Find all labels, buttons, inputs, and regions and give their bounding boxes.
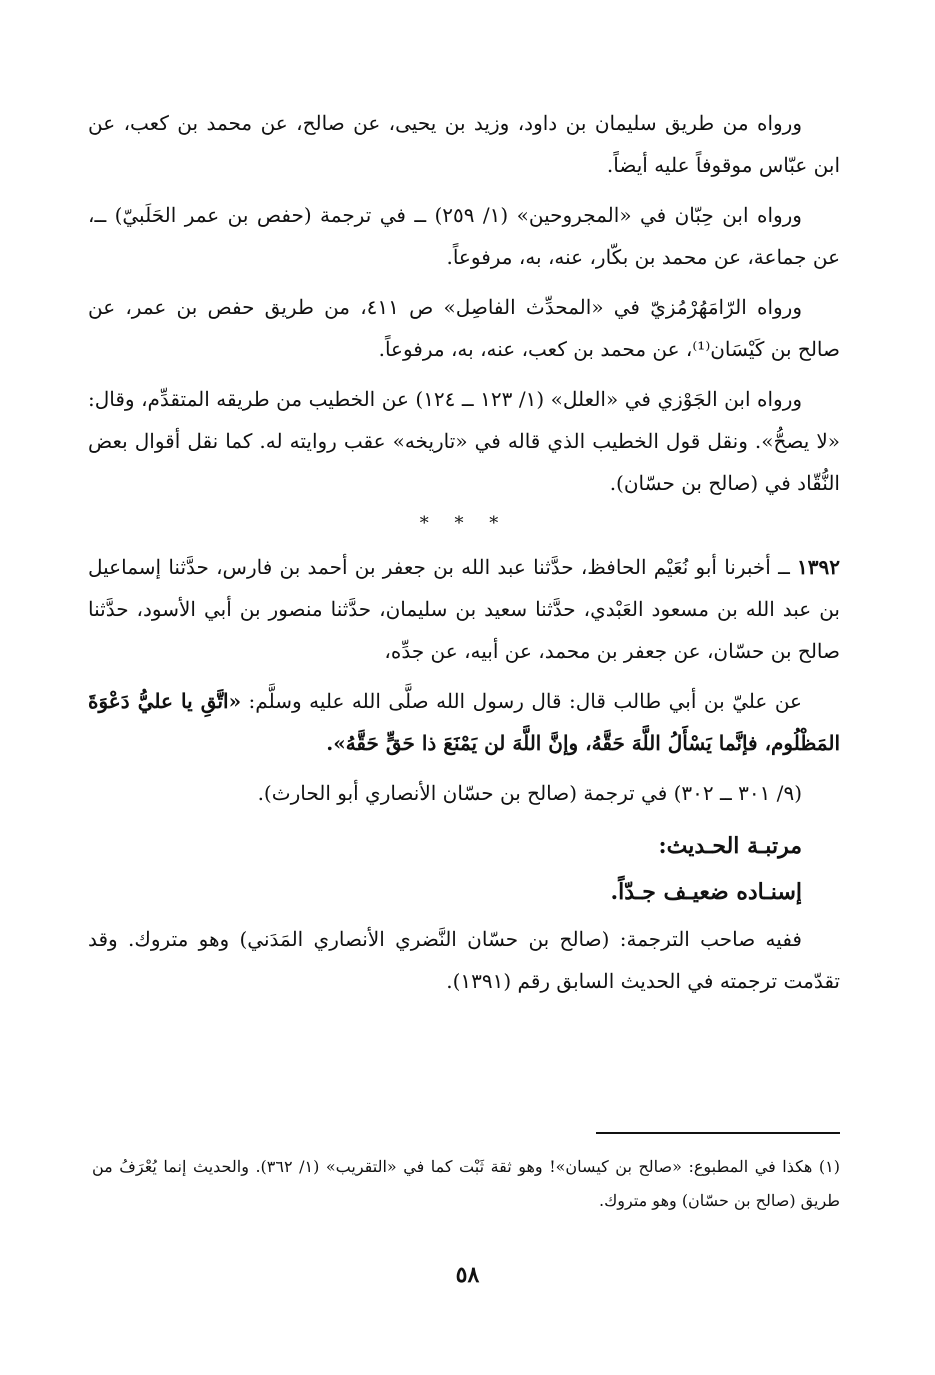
footnote-divider	[596, 1132, 840, 1134]
hadith-matn-intro: عن عليّ بن أبي طالب قال: قال رسول الله صلَّى الله عليه وسلَّم:	[241, 689, 802, 713]
paragraph-3-text: ورواه الرّامَهُرْمُزيّ في «المحدِّث الفاصِل» ص ٤١١، من طريق حفص بن عمر، عن صالح بن كَيْسَان⁽¹⁾، عن محمد بن كعب، عنه، به، مرفوعاً.	[88, 295, 840, 361]
hadith-reference	[88, 772, 840, 814]
footnote: (١) هكذا في المطبوع: «صالح بن كيسان»! وهو ثقة ثَبْت كما في «التقريب» (١/ ٣٦٢). والحديث إنما يُعْرَفُ من طريق (صالح بن حسّان) وهو متروك.	[92, 1157, 840, 1210]
hadith-matn	[88, 680, 840, 764]
paragraph-2	[88, 194, 840, 278]
hadith-isnad-text: ــ أخبرنا أبو نُعَيْم الحافظ، حدَّثنا عبد الله بن جعفر بن أحمد بن فارس، حدَّثنا إسماعيل بن عبد الله بن مسعود العَبْدي، حدَّثنا سعيد بن سليمان، حدَّثنا منصور بن أبي الأسود، حدَّثنا صالح بن حسّان، عن جعفر بن محمد، عن أبيه، عن جدِّه،	[88, 555, 840, 663]
page-number: ٥٨	[455, 1262, 480, 1288]
paragraph-4	[88, 378, 840, 504]
hadith-reference-text: (٩/ ٣٠١ ــ ٣٠٢) في ترجمة (صالح بن حسّان الأنصاري أبو الحارث).	[257, 781, 802, 805]
hadith-matn-text: «اتَّقِ يا عليُّ دَعْوَةَ المَظْلُوم، فإنَّما يَسْأَلُ اللَّهَ حَقَّهُ، وإنَّ اللَّهَ لن يَمْنَعَ ذا حَقٍّ حَقَّهُ».	[88, 689, 840, 755]
hadith-number: ١٣٩٢	[797, 555, 840, 579]
grade-heading: مرتبـة الحـديث:	[658, 833, 802, 859]
paragraph-1-text: ورواه من طريق سليمان بن داود، وزيد بن يحيى، عن صالح، عن محمد بن كعب، عن ابن عبّاس موقوفاً عليه أيضاً.	[88, 111, 840, 177]
grade-verdict: إسنـاده ضعيـف جـدّاً.	[610, 879, 802, 905]
paragraph-4-text: ورواه ابن الجَوْزي في «العلل» (١/ ١٢٣ ــ ١٢٤) عن الخطيب من طريقه المتقدِّم، وقال: «لا يصحُّ». ونقل قول الخطيب الذي قاله في «تاريخه» عقب روايته له. كما نقل أقوال بعض النُّقّاد في (صالح بن حسّان).	[88, 387, 840, 495]
page-body	[88, 102, 840, 1010]
paragraph-2-text: ورواه ابن حِبّان في «المجروحين» (١/ ٢٥٩) ــ في ترجمة (حفص بن عمر الحَلَبيّ) ــ، عن جماعة، عن محمد بن بكّار، عنه، به، مرفوعاً.	[88, 203, 840, 269]
paragraph-3	[88, 286, 840, 370]
grade-explanation	[88, 918, 840, 1002]
section-divider: * * *	[419, 513, 509, 534]
hadith-isnad	[88, 546, 840, 672]
grade-explanation-text: ففيه صاحب الترجمة: (صالح بن حسّان النَّضري الأنصاري المَدَني) وهو متروك. وقد تقدّمت ترجمته في الحديث السابق رقم (١٣٩١).	[88, 927, 840, 993]
paragraph-1	[88, 102, 840, 186]
